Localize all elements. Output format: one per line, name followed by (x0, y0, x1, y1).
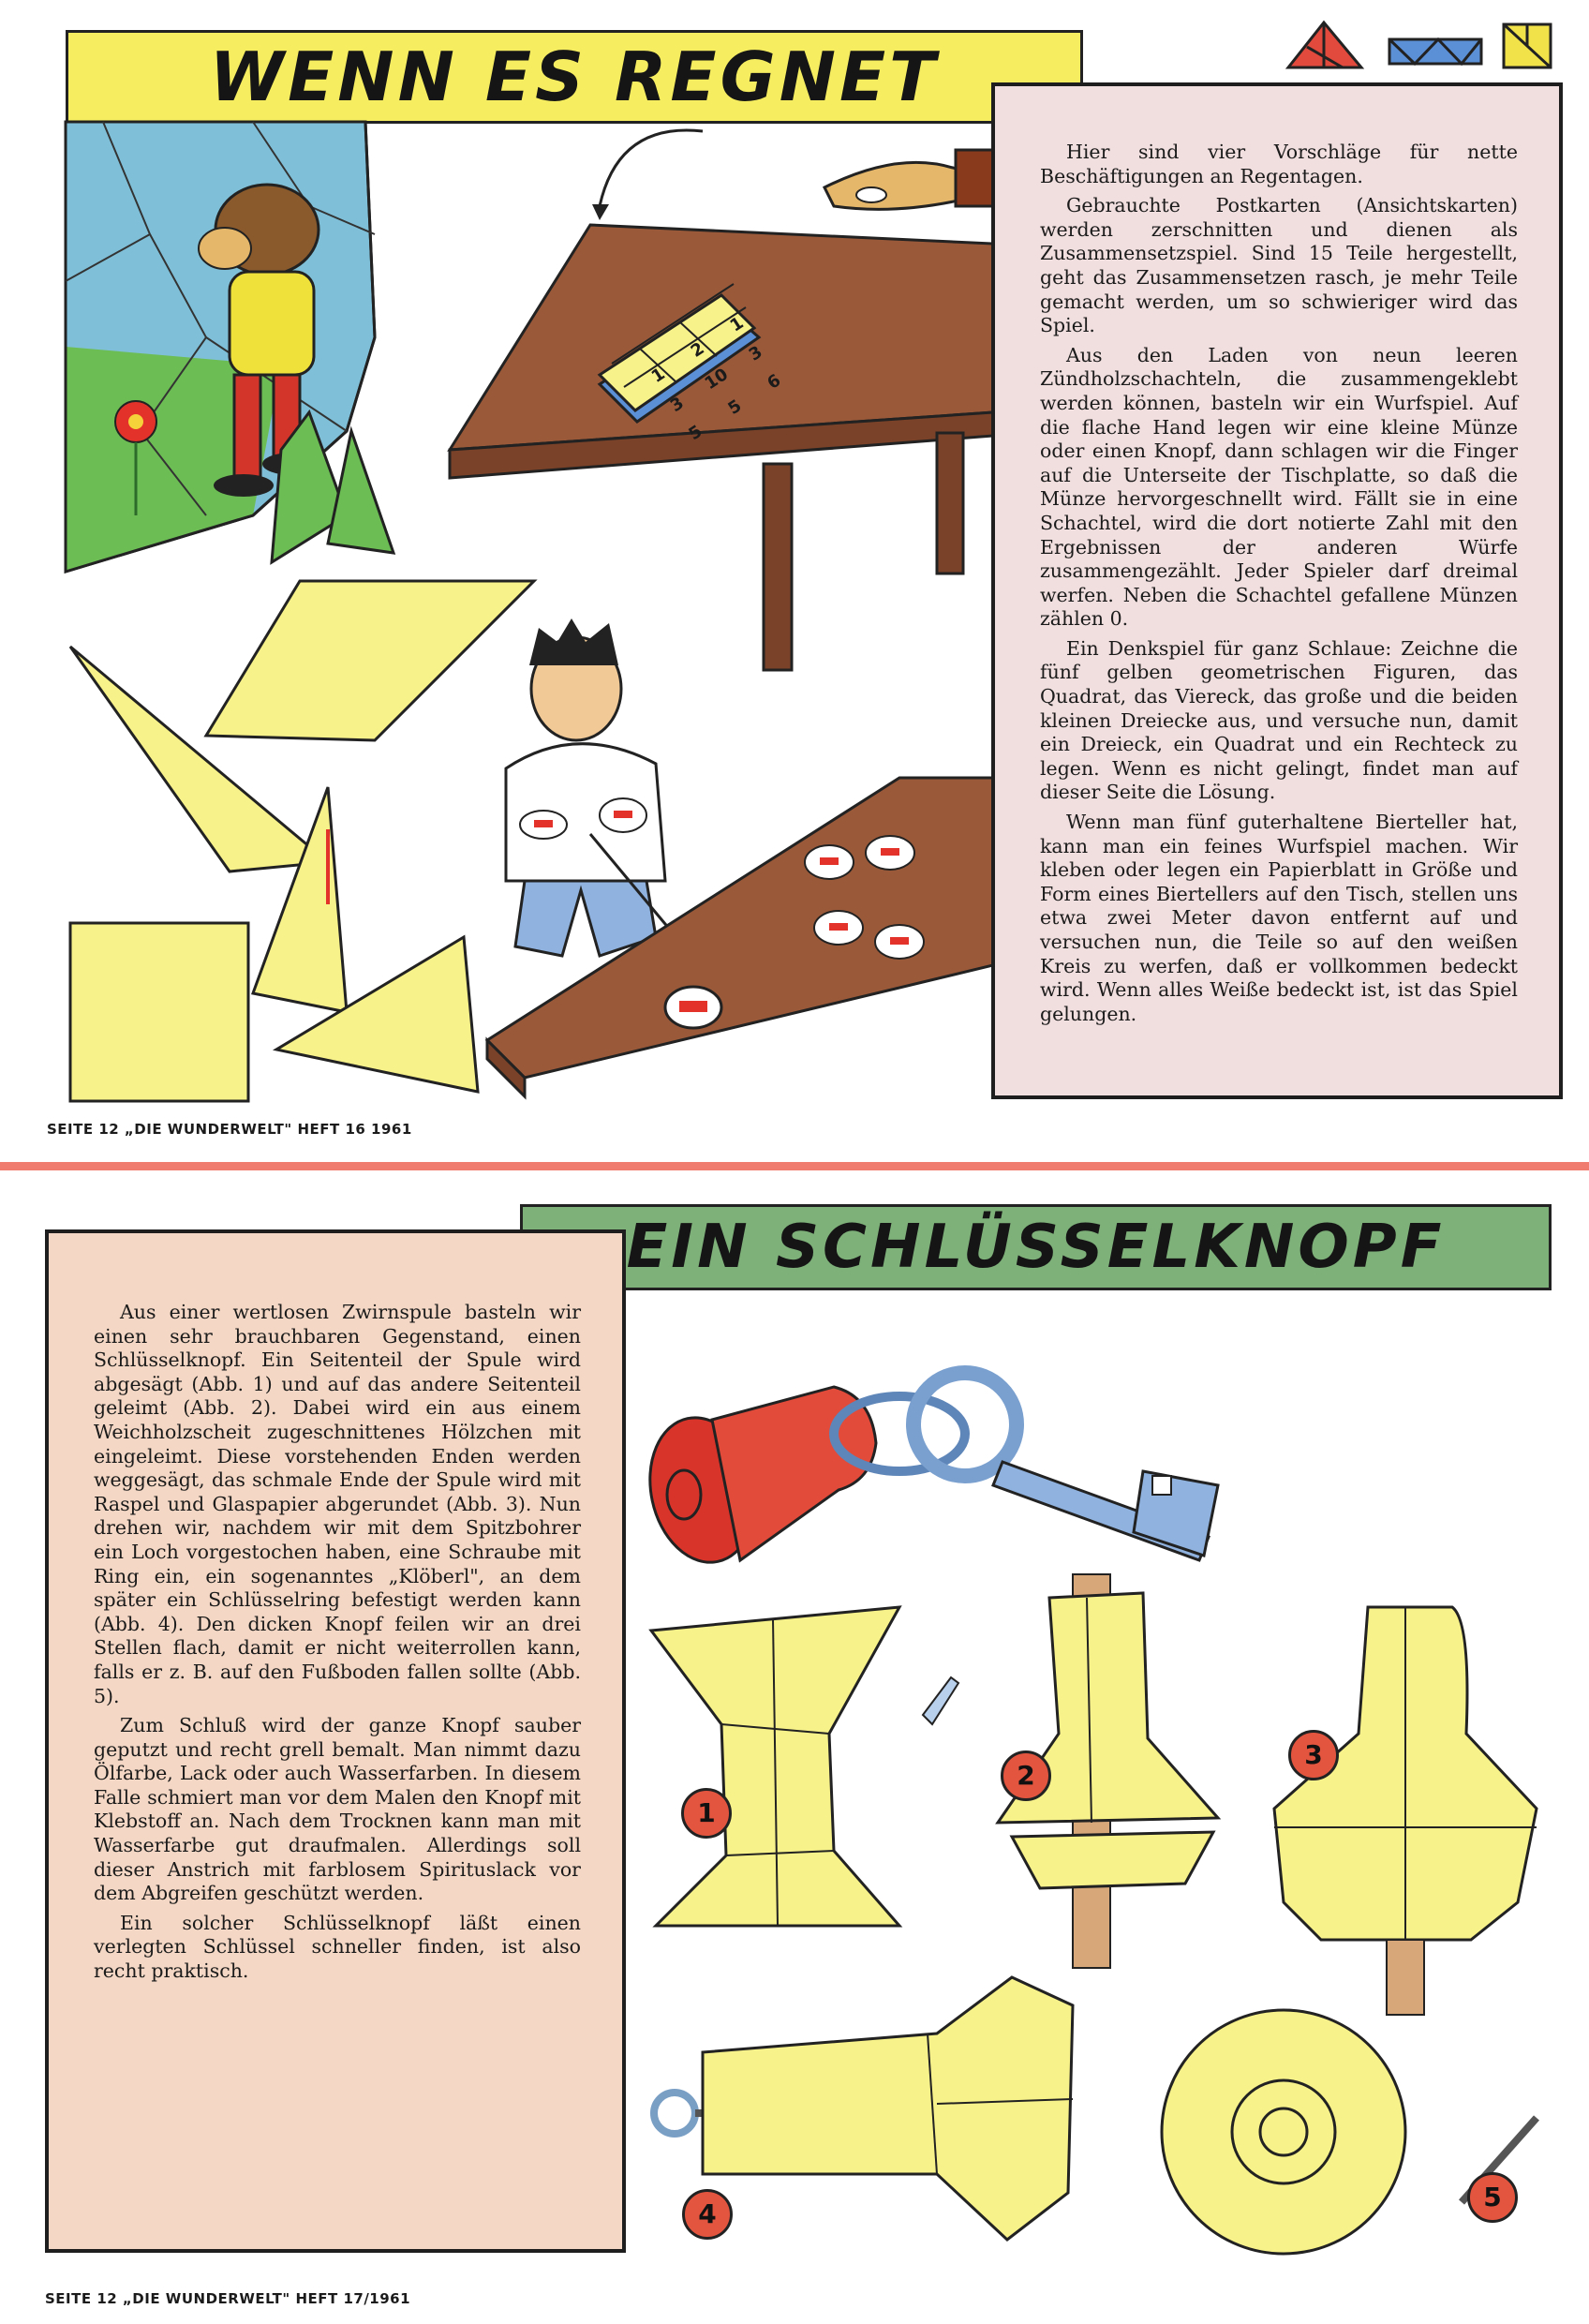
article2-footer: SEITE 12 „DIE WUNDERWELT" HEFT 17/1961 (45, 2290, 411, 2307)
spool-steps-illustration (646, 1593, 1565, 2249)
matchbox-number: 1 (647, 364, 669, 388)
article1-paragraph: Wenn man fünf guterhaltene Bierteller hat, kann man ein feines Wurfspiel machen. Wir kleben oder legen ein Papierblatt in Größe und Form eines Biertellers auf den Tisch, stellen uns etwa zwei Meter davon entfernt auf und versuchen nun, die Teile so auf den weißen Kreis zu werfen, daß er vollkommen bedeckt wird. Wenn alles Weiße bedeckt ist, ist das Spiel gelungen. (1040, 811, 1518, 1025)
figure-number-5: 5 (1467, 2172, 1518, 2223)
figure-number-2: 2 (1001, 1750, 1051, 1801)
matchbox-number: 10 (701, 364, 732, 394)
article1-paragraph: Aus den Laden von neun leeren Zündholzschachteln, die zusammengeklebt werden können, basteln wir ein Wurfspiel. Auf die flache Hand legen wir eine kleine Münze oder einen Knopf, dann schlagen wir die Finger auf die Unterseite der Tischplatte, so daß die Münze hervorgeschnellt wird. Fällt sie in eine Schachtel, wird die dort notierte Zahl mit den Ergebnissen der anderen Würfe zusammengezählt. Jeder Spieler darf dreimal werfen. Neben die Schachtel gefallene Münzen zählen 0. (1040, 343, 1518, 631)
tangram-logo-icon (1288, 19, 1569, 75)
article1-title: WENN ES REGNET (66, 30, 1083, 124)
figure-number-1: 1 (681, 1788, 732, 1839)
matchbox-number: 1 (726, 313, 748, 336)
tangram-shapes-illustration (66, 581, 534, 1106)
article2-text-box (45, 1229, 626, 2253)
matchbox-number: 3 (745, 341, 766, 365)
figure-number-3: 3 (1288, 1730, 1339, 1780)
matchbox-number: 5 (724, 395, 746, 420)
article2-title: EIN SCHLÜSSELKNOPF (520, 1204, 1552, 1290)
article1-text-box (991, 82, 1563, 1099)
article1-paragraph: Gebrauchte Postkarten (Ansichtskarten) werden zerschnitten und dienen als Zusammensetzspiel. Sind 15 Teile hergestellt, geht das Zusammensetzen rasch, je mehr Teile gemacht werden, um so schwieriger wird das Spiel. (1040, 194, 1518, 337)
boy-coaster-game-illustration (468, 609, 993, 1096)
article1-paragraph: Ein Denkspiel für ganz Schlaue: Zeichne die fünf gelben geometrischen Figuren, das Quadrat, das Viereck, das große und die beiden kleinen Dreiecke aus, und versuche nun, damit ein Dreieck, ein Quadrat und ein Rechteck zu legen. Wenn es nicht gelingt, findet man auf dieser Seite die Lösung. (1040, 636, 1518, 804)
matchbox-number: 2 (687, 338, 708, 362)
key-knob-illustration (646, 1331, 1555, 1612)
article2-paragraph: Zum Schluß wird der ganze Knopf sauber geputzt und recht grell bemalt. Man nimmt dazu Ölfarbe, Lack oder auch Wasserfarben. In diesem Falle schmiert man vor dem Malen den Knopf mit Klebstoff an. Nach dem Trocknen kann man mit Wasserfarbe gut draufmalen. Allerdings soll dieser Anstrich mit farblosem Spirituslack vor dem Abgreifen geschützt werden. (94, 1714, 581, 1905)
puzzle-piece-loose (272, 412, 394, 572)
matchbox-number: 6 (764, 370, 785, 395)
article2-paragraph: Aus einer wertlosen Zwirnspule basteln wir einen sehr brauchbaren Gegenstand, einen Schlüsselknopf. Ein Seitenteil der Spule wird abgesägt (Abb. 1) und auf das andere Seitenteil geleimt (Abb. 2). Dabei wird ein aus einem Weichholzscheit zugeschnittenes Hölzchen mit eingeleimt. Diese vorstehenden Enden werden weggesägt, das schmale Ende der Spule wird mit Raspel und Glaspapier abgerundet (Abb. 3). Nun drehen wir, nachdem wir mit dem Spitzbohrer ein Loch vorgestochen haben, eine Schraube mit Ring ein, ein sogenanntes „Klöberl", an dem später ein Schlüsselring befestigt werden kann (Abb. 4). Den dicken Knopf feilen wir an drei Stellen flach, damit er nicht weiterrollen kann, falls er z. B. auf den Fußboden fallen sollte (Abb. 5). (94, 1301, 581, 1707)
article1-footer: SEITE 12 „DIE WUNDERWELT" HEFT 16 1961 (47, 1121, 412, 1138)
article2-paragraph: Ein solcher Schlüsselknopf läßt einen verlegten Schlüssel schneller finden, ist also recht praktisch. (94, 1911, 581, 1983)
matchbox-number: 3 (666, 393, 688, 416)
figure-number-4: 4 (682, 2189, 733, 2240)
matchbox-number: 5 (685, 422, 706, 445)
article1-paragraph: Hier sind vier Vorschläge für nette Beschäftigungen an Regentagen. (1040, 141, 1518, 187)
page-divider (0, 1162, 1589, 1170)
